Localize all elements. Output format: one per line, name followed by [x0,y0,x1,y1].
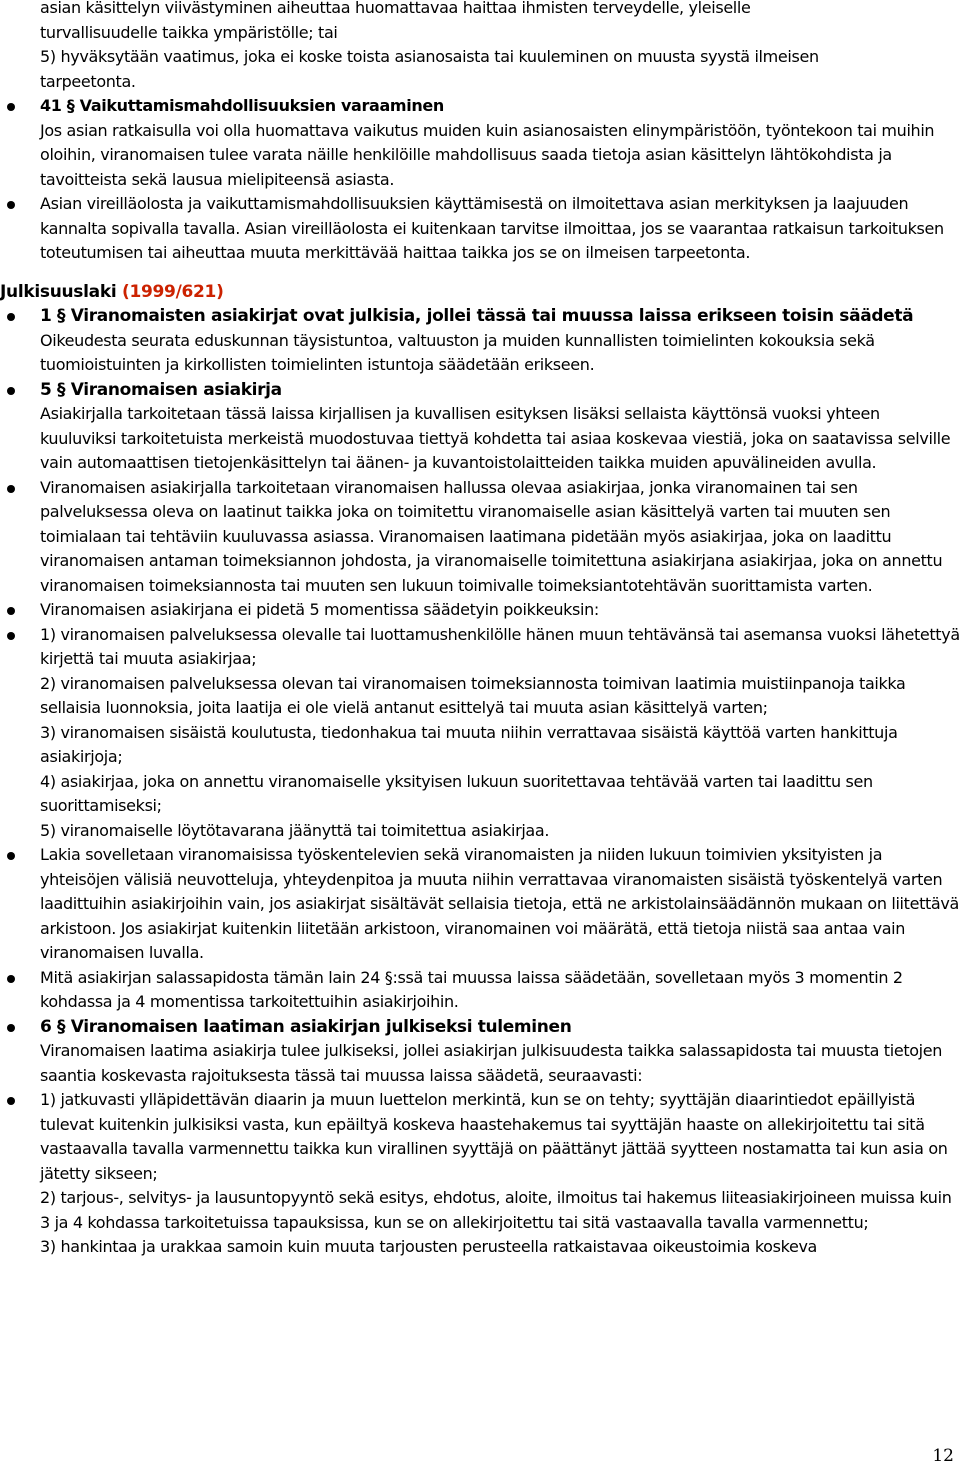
bullet-icon [7,607,15,615]
list-item [0,966,960,1015]
bullet-icon [7,313,15,321]
list-item [0,843,960,966]
item-text: Viranomaisen laatima asiakirja tulee julkiseksi, jollei asiakirjan julkisuudesta taikka salassapidosta tai muusta tietojen saantia koskevasta rajoituksesta tässä tai muussa laissa säädetä, seuraavasti: [40,1041,943,1085]
section-heading: 1 § Viranomaisten asiakirjat ovat julkisia, jollei tässä tai muussa laissa erikseen toisin säädetä [40,306,914,326]
list-item [0,476,960,599]
bullet-icon [7,1024,15,1032]
bullet-icon [7,387,15,395]
law-reference: (1999/621) [122,281,224,302]
list-item [0,94,960,192]
bullet-icon [7,485,15,493]
section-heading: 41 § Vaikuttamismahdollisuuksien varaaminen [40,96,444,115]
list-item [0,1015,960,1089]
section-heading: 5 § Viranomaisen asiakirja [40,379,282,400]
intro-block [0,0,960,94]
intro-line: 5) hyväksytään vaatimus, joka ei koske toista asianosaista tai kuuleminen on muusta syystä ilmeisen [40,47,819,66]
bullet-icon [7,975,15,983]
bullet-icon [7,1097,15,1105]
list-item [0,623,960,844]
item-text: Viranomaisen asiakirjalla tarkoitetaan viranomaisen hallussa olevaa asiakirjaa, jonka viranomainen tai sen palveluksessa oleva on laatinut taikka joka on toimitettu viranomaiselle asian käsittelyä varten tai muuten sen toimialaan tai tehtäviin kuuluvassa asiassa. Viranomaisen laatimana pidetään myös asiakirjaa, joka on laadittu viranomaisen antaman toimeksiannon johdosta, ja viranomaiselle toimitettuna asiakirjana asiakirjaa, joka on annettu viranomaisen toimeksiannosta tai muuten sen lukuun toimivalle toimeksiantotehtävän suorittamista varten. [40,477,943,595]
list-item [0,1088,960,1260]
item-text: Asian vireilläolosta ja vaikuttamismahdollisuuksien käyttämisestä on ilmoitettava asian merkityksen ja laajuuden kannalta sopivalla tavalla. Asian vireilläolosta ei kuitenkaan tarvitse ilmoittaa, jos se vaarantaa ratkaisun tarkoituksen toteutumisen tai aiheuttaa muuta merkittävää haittaa taikka jos se on ilmeisen tarpeetonta. [40,194,944,262]
intro-line: tarpeetonta. [40,71,136,91]
bullet-icon [7,632,15,640]
page-number: 12 [932,1446,954,1466]
bullet-icon [7,201,15,209]
intro-line: turvallisuudelle taikka ympäristölle; tai [40,22,338,42]
item-text: Mitä asiakirjan salassapidosta tämän lain 24 §:ssä tai muussa laissa säädetään, sovelletaan myös 3 momentin 2 kohdassa ja 4 momentissa tarkoitettuihin asiakirjoihin. [40,967,903,1011]
item-text: Lakia sovelletaan viranomaisissa työskentelevien sekä viranomaisten ja niiden lukuun toimivien yksityisten ja yhteisöjen välisiä neuvotteluja, yhteydenpitoa ja muuta niihin verrattavaa viranomaisten sisäistä työskentelyä varten laadittuihin asiakirjoihin vain, jos asiakirjat sisältävät sellaisia tietoja, että ne arkistolainsäädännön mukaan on liitettävä arkistoon. Jos asiakirjat kuitenkin liitetään arkistoon, viranomainen voi määrätä, että tietoja niistä saa antaa vain viranomaisen luvalla. [40,845,959,962]
administrative-law-list [0,94,960,266]
item-text: 1) viranomaisen palveluksessa olevalle tai luottamushenkilölle hänen muun tehtävänsä tai asemansa vuoksi lähetettyä kirjettä tai muuta asiakirjaa; 2) viranomaisen palveluksessa olevan tai viranomaisen toimeksiannosta toimivan laatimia muistiinpanoja taikka sellaisia luonnoksia, joita laatija ei ole vielä antanut esittelyä tai muuta asian käsittelyä varten; 3) viranomaisen sisäistä koulutusta, tiedonhakua tai muuta niihin verrattavaa sisäistä käyttöä varten hankittuja asiakirjoja; 4) asiakirjaa, joka on annettu viranomaiselle yksityisen lukuun suoritettavaa tehtävää varten tai laadittu sen suorittamiseksi; 5) viranomaiselle löytötavarana jäänyttä tai toimitettua asiakirjaa. [40,624,960,840]
law-name: Julkisuuslaki [0,281,117,302]
list-item [0,598,960,623]
intro-line: asian käsittelyn viivästyminen aiheuttaa huomattavaa haittaa ihmisten terveydelle, yleiselle [40,0,751,17]
item-text: Asiakirjalla tarkoitetaan tässä laissa kirjallisen ja kuvallisen esityksen lisäksi sellaista käyttönsä vuoksi yhteen kuuluviksi tarkoitetuista merkeistä muodostuvaa tiettyä kohdetta tai asiaa koskevaa viestiä, joka on saatavissa selville vain automaattisen tietojenkäsittelyn tai äänen- ja kuvantoistolaitteiden taikka muiden apuvälineiden avulla. [40,404,951,472]
list-item [0,378,960,476]
item-text: 1) jatkuvasti ylläpidettävän diaarin ja muun luettelon merkintä, kun se on tehty; syyttäjän diaarintiedot epäillyistä tulevat kuitenkin julkisiksi vasta, kun epäiltyä koskeva haastehakemus tai syyttäjän haaste on allekirjoitettu tai sitä vastaavalla tavalla varmennettu taikka kun virallinen syyttäjä on päättänyt jättää syytteen nostamatta tai kun asia on jätetty sikseen; 2) tarjous-, selvitys- ja lausuntopyyntö sekä esitys, ehdotus, aloite, ilmoitus tai hakemus liiteasiakirjoineen muissa kuin 3 ja 4 kohdassa tarkoitetuissa tapauksissa, kun se on allekirjoitettu tai sitä vastaavalla tavalla varmennettu; 3) hankintaa ja urakkaa samoin kuin muuta tarjousten perusteella ratkaistavaa oikeustoimia koskeva [40,1090,952,1256]
publicity-act-list [0,304,960,1260]
section-title [0,280,960,305]
item-text: Jos asian ratkaisulla voi olla huomattava vaikutus muiden kuin asianosaisten elinympäristöön, työntekoon tai muihin oloihin, viranomaisen tulee varata näille henkilöille mahdollisuus saada tietoja asian käsittelyn lähtökohdista ja tavoitteista sekä lausua mielipiteensä asiasta. [40,120,935,189]
section-heading: 6 § Viranomaisen laatiman asiakirjan julkiseksi tuleminen [40,1016,572,1037]
bullet-icon [7,852,15,860]
item-text: Viranomaisen asiakirjana ei pidetä 5 momentissa säädetyin poikkeuksin: [40,600,599,619]
bullet-icon [7,103,15,111]
item-text: Oikeudesta seurata eduskunnan täysistuntoa, valtuuston ja muiden kunnallisten toimielinten kokouksia sekä tuomioistuinten ja kirkollisten toimielinten istuntoja säädetään erikseen. [40,330,875,374]
list-item [0,304,960,378]
list-item [0,192,960,266]
